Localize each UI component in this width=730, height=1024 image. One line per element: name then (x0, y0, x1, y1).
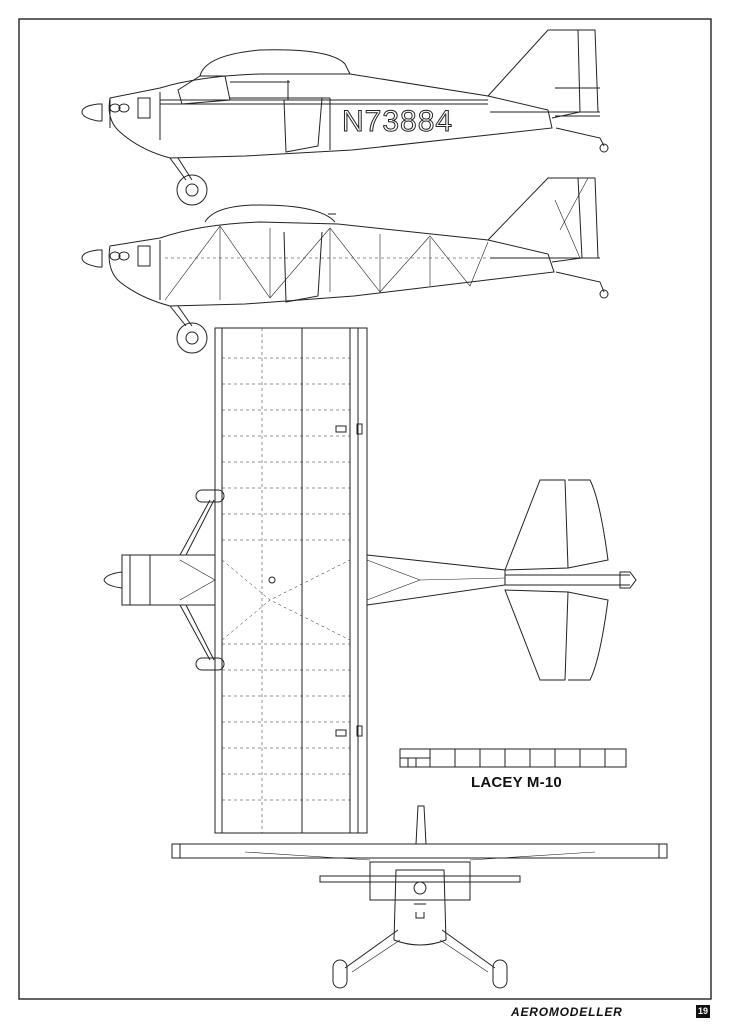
page-number: 19 (697, 1006, 708, 1016)
side-view-structure (82, 178, 608, 353)
magazine-brand: AEROMODELLER (511, 1005, 623, 1019)
page-frame (19, 19, 711, 999)
registration-text: N73884 (342, 105, 454, 138)
top-view (104, 328, 636, 833)
scale-bar (400, 749, 626, 767)
drawing-title: LACEY M-10 (471, 774, 562, 791)
side-view-exterior (82, 30, 608, 205)
